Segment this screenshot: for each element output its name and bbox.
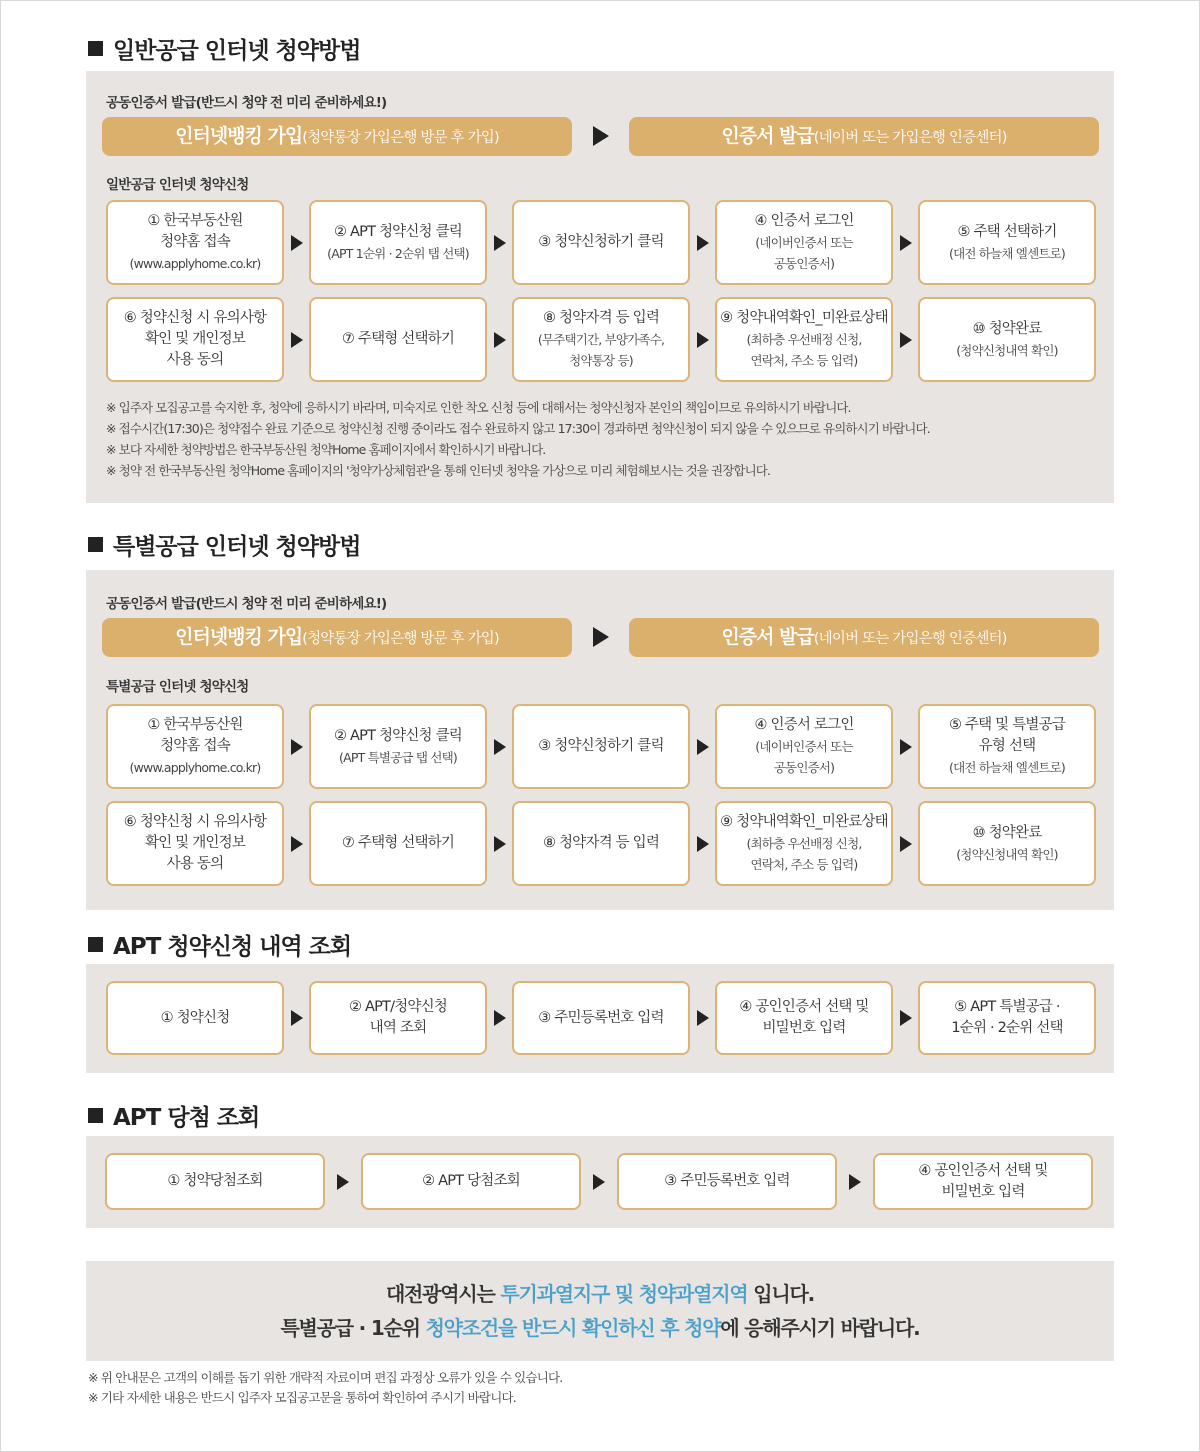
step-text: ⑧ 청약자격 등 입력 bbox=[542, 835, 660, 851]
notice-banner bbox=[86, 1261, 1114, 1361]
step-box bbox=[361, 1153, 581, 1210]
step-subtext: (대전 하늘채 엘센트로) bbox=[949, 760, 1065, 775]
step-text: ⑥ 청약신청 시 유의사항 bbox=[123, 814, 267, 830]
step-text: ③ 청약신청하기 클릭 bbox=[538, 234, 664, 250]
banner-line-2: 특별공급 · 1순위 청약조건을 반드시 확인하신 후 청약에 응해주시기 바랍니다. bbox=[280, 1316, 920, 1340]
arrow-right-icon bbox=[291, 836, 303, 852]
step-subtext: (대전 하늘채 엘센트로) bbox=[949, 245, 1065, 261]
step-box bbox=[715, 981, 893, 1055]
footer-note-1: ※ 위 안내문은 고객의 이해를 돕기 위한 개략적 자료이며 편집 과정상 오류가 있을 수 있습니다. bbox=[88, 1370, 563, 1385]
arrow-right-icon bbox=[494, 739, 506, 755]
step-text: ① 한국부동산원 bbox=[147, 213, 243, 229]
arrow-right-icon bbox=[900, 1010, 912, 1026]
arrow-right-icon bbox=[697, 332, 709, 348]
arrow-right-icon bbox=[900, 836, 912, 852]
step-text: ④ 공인인증서 선택 및 bbox=[739, 999, 869, 1015]
step-box bbox=[918, 297, 1096, 382]
step-text: 사용 동의 bbox=[166, 856, 224, 872]
step-subtext: (무주택기간, 부양가족수, bbox=[537, 332, 665, 347]
note-line: ※ 입주자 모집공고를 숙지한 후, 청약에 응하시기 바라며, 미숙지로 인한 착오 신청 등에 대해서는 청약신청자 본인의 책임이므로 유의하시기 바랍니다. bbox=[106, 400, 851, 415]
general-panel bbox=[86, 71, 1114, 503]
arrow-right-icon bbox=[900, 332, 912, 348]
general-flow-label: 일반공급 인터넷 청약신청 bbox=[106, 177, 249, 193]
step-box bbox=[512, 801, 690, 886]
step-text: ⑩ 청약완료 bbox=[972, 320, 1042, 337]
step-text: ④ 공인인증서 선택 및 bbox=[918, 1162, 1048, 1179]
arrow-right-icon bbox=[494, 836, 506, 852]
step-subtext: 공동인증서) bbox=[773, 760, 835, 775]
step-text: ② APT 청약신청 클릭 bbox=[334, 223, 462, 240]
history-panel bbox=[86, 964, 1114, 1073]
cert-prep-label: 공동인증서 발급(반드시 청약 전 미리 준비하세요!) bbox=[106, 596, 387, 612]
step-box bbox=[512, 297, 690, 382]
footer-note-2: ※ 기타 자세한 내용은 반드시 입주자 모집공고문을 통하여 확인하여 주시기 바랍니다. bbox=[88, 1390, 516, 1405]
arrow-right-icon bbox=[849, 1174, 861, 1190]
section-title-history: APT 청약신청 내역 조회 bbox=[88, 928, 351, 961]
step-subtext: (최하층 우선배정 신청, bbox=[746, 836, 862, 851]
arrow-right-icon bbox=[291, 332, 303, 348]
arrow-right-icon bbox=[337, 1174, 349, 1190]
step-box bbox=[309, 704, 487, 789]
step-box bbox=[715, 297, 893, 382]
step-text: ⑩ 청약완료 bbox=[972, 824, 1042, 841]
banner-line-1: 대전광역시는 투기과열지구 및 청약과열지역 입니다. bbox=[385, 1282, 815, 1306]
step-text: ⑨ 청약내역확인_미완료상태 bbox=[720, 310, 888, 326]
step-text: ① 한국부동산원 bbox=[147, 717, 243, 733]
square-bullet-icon bbox=[88, 41, 103, 56]
arrow-right-icon bbox=[697, 1010, 709, 1026]
step-text: ③ 청약신청하기 클릭 bbox=[538, 738, 664, 754]
step-text: ④ 인증서 로그인 bbox=[754, 717, 854, 733]
step-subtext: (네이버인증서 또는 bbox=[755, 739, 853, 754]
step-text: 확인 및 개인정보 bbox=[144, 331, 246, 347]
square-bullet-icon bbox=[88, 537, 103, 552]
step-subtext: (APT 특별공급 탭 선택) bbox=[339, 749, 457, 765]
arrow-right-icon bbox=[494, 235, 506, 251]
step-text: ⑤ 주택 및 특별공급 bbox=[948, 717, 1066, 733]
step-box bbox=[918, 704, 1096, 789]
step-box bbox=[512, 200, 690, 285]
step-text: 1순위 · 2순위 선택 bbox=[951, 1020, 1063, 1036]
section-title-general: 일반공급 인터넷 청약방법 bbox=[88, 32, 360, 65]
arrow-right-icon bbox=[697, 235, 709, 251]
step-text: 청약홈 접속 bbox=[160, 738, 230, 754]
arrow-right-icon bbox=[494, 332, 506, 348]
arrow-right-icon bbox=[593, 126, 609, 146]
arrow-right-icon bbox=[291, 235, 303, 251]
square-bullet-icon bbox=[88, 937, 103, 952]
step-subtext: (APT 1순위 · 2순위 탭 선택) bbox=[327, 245, 469, 261]
arrow-right-icon bbox=[900, 235, 912, 251]
note-line: ※ 보다 자세한 청약방법은 한국부동산원 청약Home 홈페이지에서 확인하시기 바랍니다. bbox=[106, 442, 546, 457]
section-title-winner: APT 당첨 조회 bbox=[88, 1099, 259, 1132]
cert-prep-label: 공동인증서 발급(반드시 청약 전 미리 준비하세요!) bbox=[106, 95, 387, 111]
step-box bbox=[715, 704, 893, 789]
step-subtext: 공동인증서) bbox=[773, 256, 835, 271]
banking-pill: 인터넷뱅킹 가입(청약통장 가입은행 방문 후 가입) bbox=[102, 618, 572, 657]
step-subtext: (청약신청내역 확인) bbox=[956, 342, 1058, 358]
step-text: ② APT 청약신청 클릭 bbox=[334, 727, 462, 744]
step-subtext: 청약통장 등) bbox=[569, 353, 633, 368]
step-box bbox=[106, 704, 284, 789]
step-text: ④ 인증서 로그인 bbox=[754, 213, 854, 229]
step-box bbox=[106, 297, 284, 382]
note-line: ※ 청약 전 한국부동산원 청약Home 홈페이지의 '청약가상체험관'을 통해 인터넷 청약을 가상으로 미리 체험해보시는 것을 권장합니다. bbox=[106, 463, 770, 478]
step-subtext: 연락처, 주소 등 입력) bbox=[750, 353, 858, 368]
step-box bbox=[512, 704, 690, 789]
step-subtext: (청약신청내역 확인) bbox=[956, 846, 1058, 862]
arrow-right-icon bbox=[291, 1010, 303, 1026]
step-box bbox=[309, 200, 487, 285]
arrow-right-icon bbox=[697, 739, 709, 755]
winner-panel bbox=[86, 1136, 1114, 1228]
square-bullet-icon bbox=[88, 1108, 103, 1123]
special-panel bbox=[86, 570, 1114, 910]
step-box bbox=[617, 1153, 837, 1210]
step-box bbox=[106, 981, 284, 1055]
step-text: ① 청약당첨조회 bbox=[167, 1173, 263, 1189]
arrow-right-icon bbox=[494, 1010, 506, 1026]
step-text: ② APT/청약신청 bbox=[348, 999, 448, 1015]
step-subtext: (네이버인증서 또는 bbox=[755, 235, 853, 250]
step-box bbox=[309, 981, 487, 1055]
step-text: 확인 및 개인정보 bbox=[144, 835, 246, 851]
step-box bbox=[105, 1153, 325, 1210]
arrow-right-icon bbox=[593, 1174, 605, 1190]
step-text: ① 청약신청 bbox=[160, 1009, 230, 1026]
arrow-right-icon bbox=[291, 739, 303, 755]
step-text: 내역 조회 bbox=[369, 1020, 427, 1036]
special-flow-label: 특별공급 인터넷 청약신청 bbox=[106, 679, 249, 695]
step-text: ⑦ 주택형 선택하기 bbox=[341, 835, 455, 851]
step-box bbox=[106, 200, 284, 285]
step-text: 비밀번호 입력 bbox=[762, 1020, 846, 1036]
step-box bbox=[309, 297, 487, 382]
step-text: ② APT 당첨조회 bbox=[422, 1173, 520, 1189]
step-text: ③ 주민등록번호 입력 bbox=[538, 1009, 664, 1026]
step-text: ⑤ APT 특별공급 · bbox=[954, 999, 1060, 1015]
general-notes bbox=[106, 397, 930, 481]
cert-pill: 인증서 발급(네이버 또는 가입은행 인증센터) bbox=[629, 117, 1099, 156]
note-line: ※ 접수시간(17:30)은 청약접수 완료 기준으로 청약신청 진행 중이라도 접수 완료하지 않고 17:30이 경과하면 청약신청이 되지 않을 수 있으므로 유의하시기 바랍니다. bbox=[106, 421, 930, 436]
step-box bbox=[918, 200, 1096, 285]
arrow-right-icon bbox=[900, 739, 912, 755]
step-subtext: (최하층 우선배정 신청, bbox=[746, 332, 862, 347]
step-text: 비밀번호 입력 bbox=[941, 1183, 1025, 1200]
step-subtext: (www.applyhome.co.kr) bbox=[129, 760, 261, 775]
step-subtext: 연락처, 주소 등 입력) bbox=[750, 857, 858, 872]
step-box bbox=[512, 981, 690, 1055]
step-subtext: (www.applyhome.co.kr) bbox=[129, 256, 261, 271]
banking-pill: 인터넷뱅킹 가입(청약통장 가입은행 방문 후 가입) bbox=[102, 117, 572, 156]
step-text: ③ 주민등록번호 입력 bbox=[664, 1173, 790, 1189]
step-text: 청약홈 접속 bbox=[160, 234, 230, 250]
step-text: ⑥ 청약신청 시 유의사항 bbox=[123, 310, 267, 326]
footer-notes bbox=[88, 1368, 562, 1408]
step-box bbox=[918, 801, 1096, 886]
arrow-right-icon bbox=[697, 836, 709, 852]
step-text: ⑨ 청약내역확인_미완료상태 bbox=[720, 814, 888, 830]
step-box bbox=[715, 801, 893, 886]
step-box bbox=[309, 801, 487, 886]
step-box bbox=[715, 200, 893, 285]
step-box bbox=[106, 801, 284, 886]
step-box bbox=[918, 981, 1096, 1055]
step-text: ⑤ 주택 선택하기 bbox=[957, 223, 1057, 240]
section-title-special: 특별공급 인터넷 청약방법 bbox=[88, 528, 360, 561]
step-text: 유형 선택 bbox=[978, 738, 1036, 754]
step-text: ⑦ 주택형 선택하기 bbox=[341, 331, 455, 347]
step-text: ⑧ 청약자격 등 입력 bbox=[542, 310, 660, 326]
step-box bbox=[873, 1153, 1093, 1210]
arrow-right-icon bbox=[593, 627, 609, 647]
step-text: 사용 동의 bbox=[166, 352, 224, 368]
cert-pill: 인증서 발급(네이버 또는 가입은행 인증센터) bbox=[629, 618, 1099, 657]
